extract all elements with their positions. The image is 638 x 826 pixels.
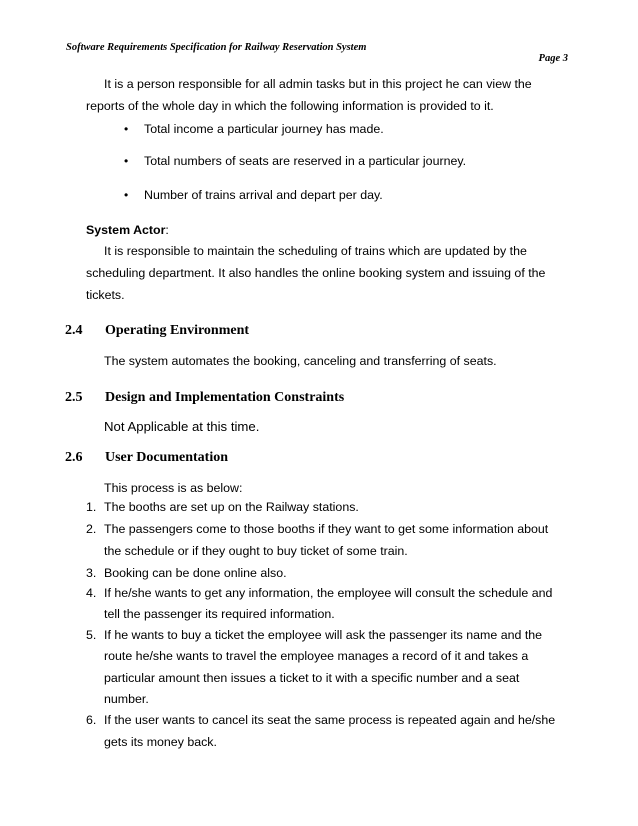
list-number: 5.: [86, 628, 97, 642]
list-line: The booths are set up on the Railway stations.: [104, 500, 359, 514]
list-line: The passengers come to those booths if they want to get some information about: [104, 522, 549, 536]
section-number: 2.6: [65, 450, 83, 465]
list-item: Total income a particular journey has made.: [144, 122, 384, 136]
system-actor-colon: :: [165, 223, 169, 237]
system-actor-label: System Actor: [86, 223, 166, 237]
list-line: number.: [104, 692, 149, 706]
list-line: particular amount then issues a ticket to it with a specific number and a seat: [104, 671, 520, 685]
list-number: 1.: [86, 500, 97, 514]
page-number: Page 3: [538, 53, 568, 64]
section-body: The system automates the booking, canceling and transferring of seats.: [104, 354, 497, 368]
list-item: Total numbers of seats are reserved in a particular journey.: [144, 154, 467, 168]
list-number: 6.: [86, 713, 97, 727]
list-line: the schedule or if they ought to buy ticket of some train.: [104, 544, 408, 558]
list-item: Number of trains arrival and depart per day.: [144, 188, 383, 202]
list-line: If he wants to buy a ticket the employee will ask the passenger its name and the: [104, 628, 543, 642]
bullet-marker: •: [124, 188, 129, 202]
list-number: 4.: [86, 586, 97, 600]
bullet-marker: •: [124, 154, 129, 168]
section-title: User Documentation: [105, 450, 229, 465]
bullet-marker: •: [124, 122, 129, 136]
list-number: 3.: [86, 566, 97, 580]
section-body: Not Applicable at this time.: [104, 419, 260, 434]
list-number: 2.: [86, 522, 97, 536]
system-actor-heading: [86, 222, 169, 238]
section-title: Operating Environment: [105, 323, 250, 338]
list-line: route he/she wants to travel the employee manages a record of it and takes a: [104, 649, 529, 663]
list-line: tell the passenger its required information.: [104, 607, 335, 621]
list-line: If he/she wants to get any information, the employee will consult the schedule and: [104, 586, 553, 600]
section-number: 2.5: [65, 390, 83, 405]
document-title: Software Requirements Specification for Railway Reservation System: [66, 42, 367, 53]
system-actor-line-3: tickets.: [86, 288, 125, 302]
system-actor-line-2: scheduling department. It also handles the online booking system and issuing of the: [86, 266, 546, 280]
list-line: If the user wants to cancel its seat the same process is repeated again and he/she: [104, 713, 556, 727]
list-line: Booking can be done online also.: [104, 566, 287, 580]
system-actor-line-1: It is responsible to maintain the scheduling of trains which are updated by the: [104, 244, 527, 258]
admin-intro-line-2: reports of the whole day in which the following information is provided to it.: [86, 99, 494, 113]
section-number: 2.4: [65, 323, 83, 338]
section-title: Design and Implementation Constraints: [105, 390, 345, 405]
list-line: gets its money back.: [104, 735, 217, 749]
admin-intro-line-1: It is a person responsible for all admin tasks but in this project he can view the: [104, 77, 532, 91]
section-body: This process is as below:: [104, 481, 243, 495]
